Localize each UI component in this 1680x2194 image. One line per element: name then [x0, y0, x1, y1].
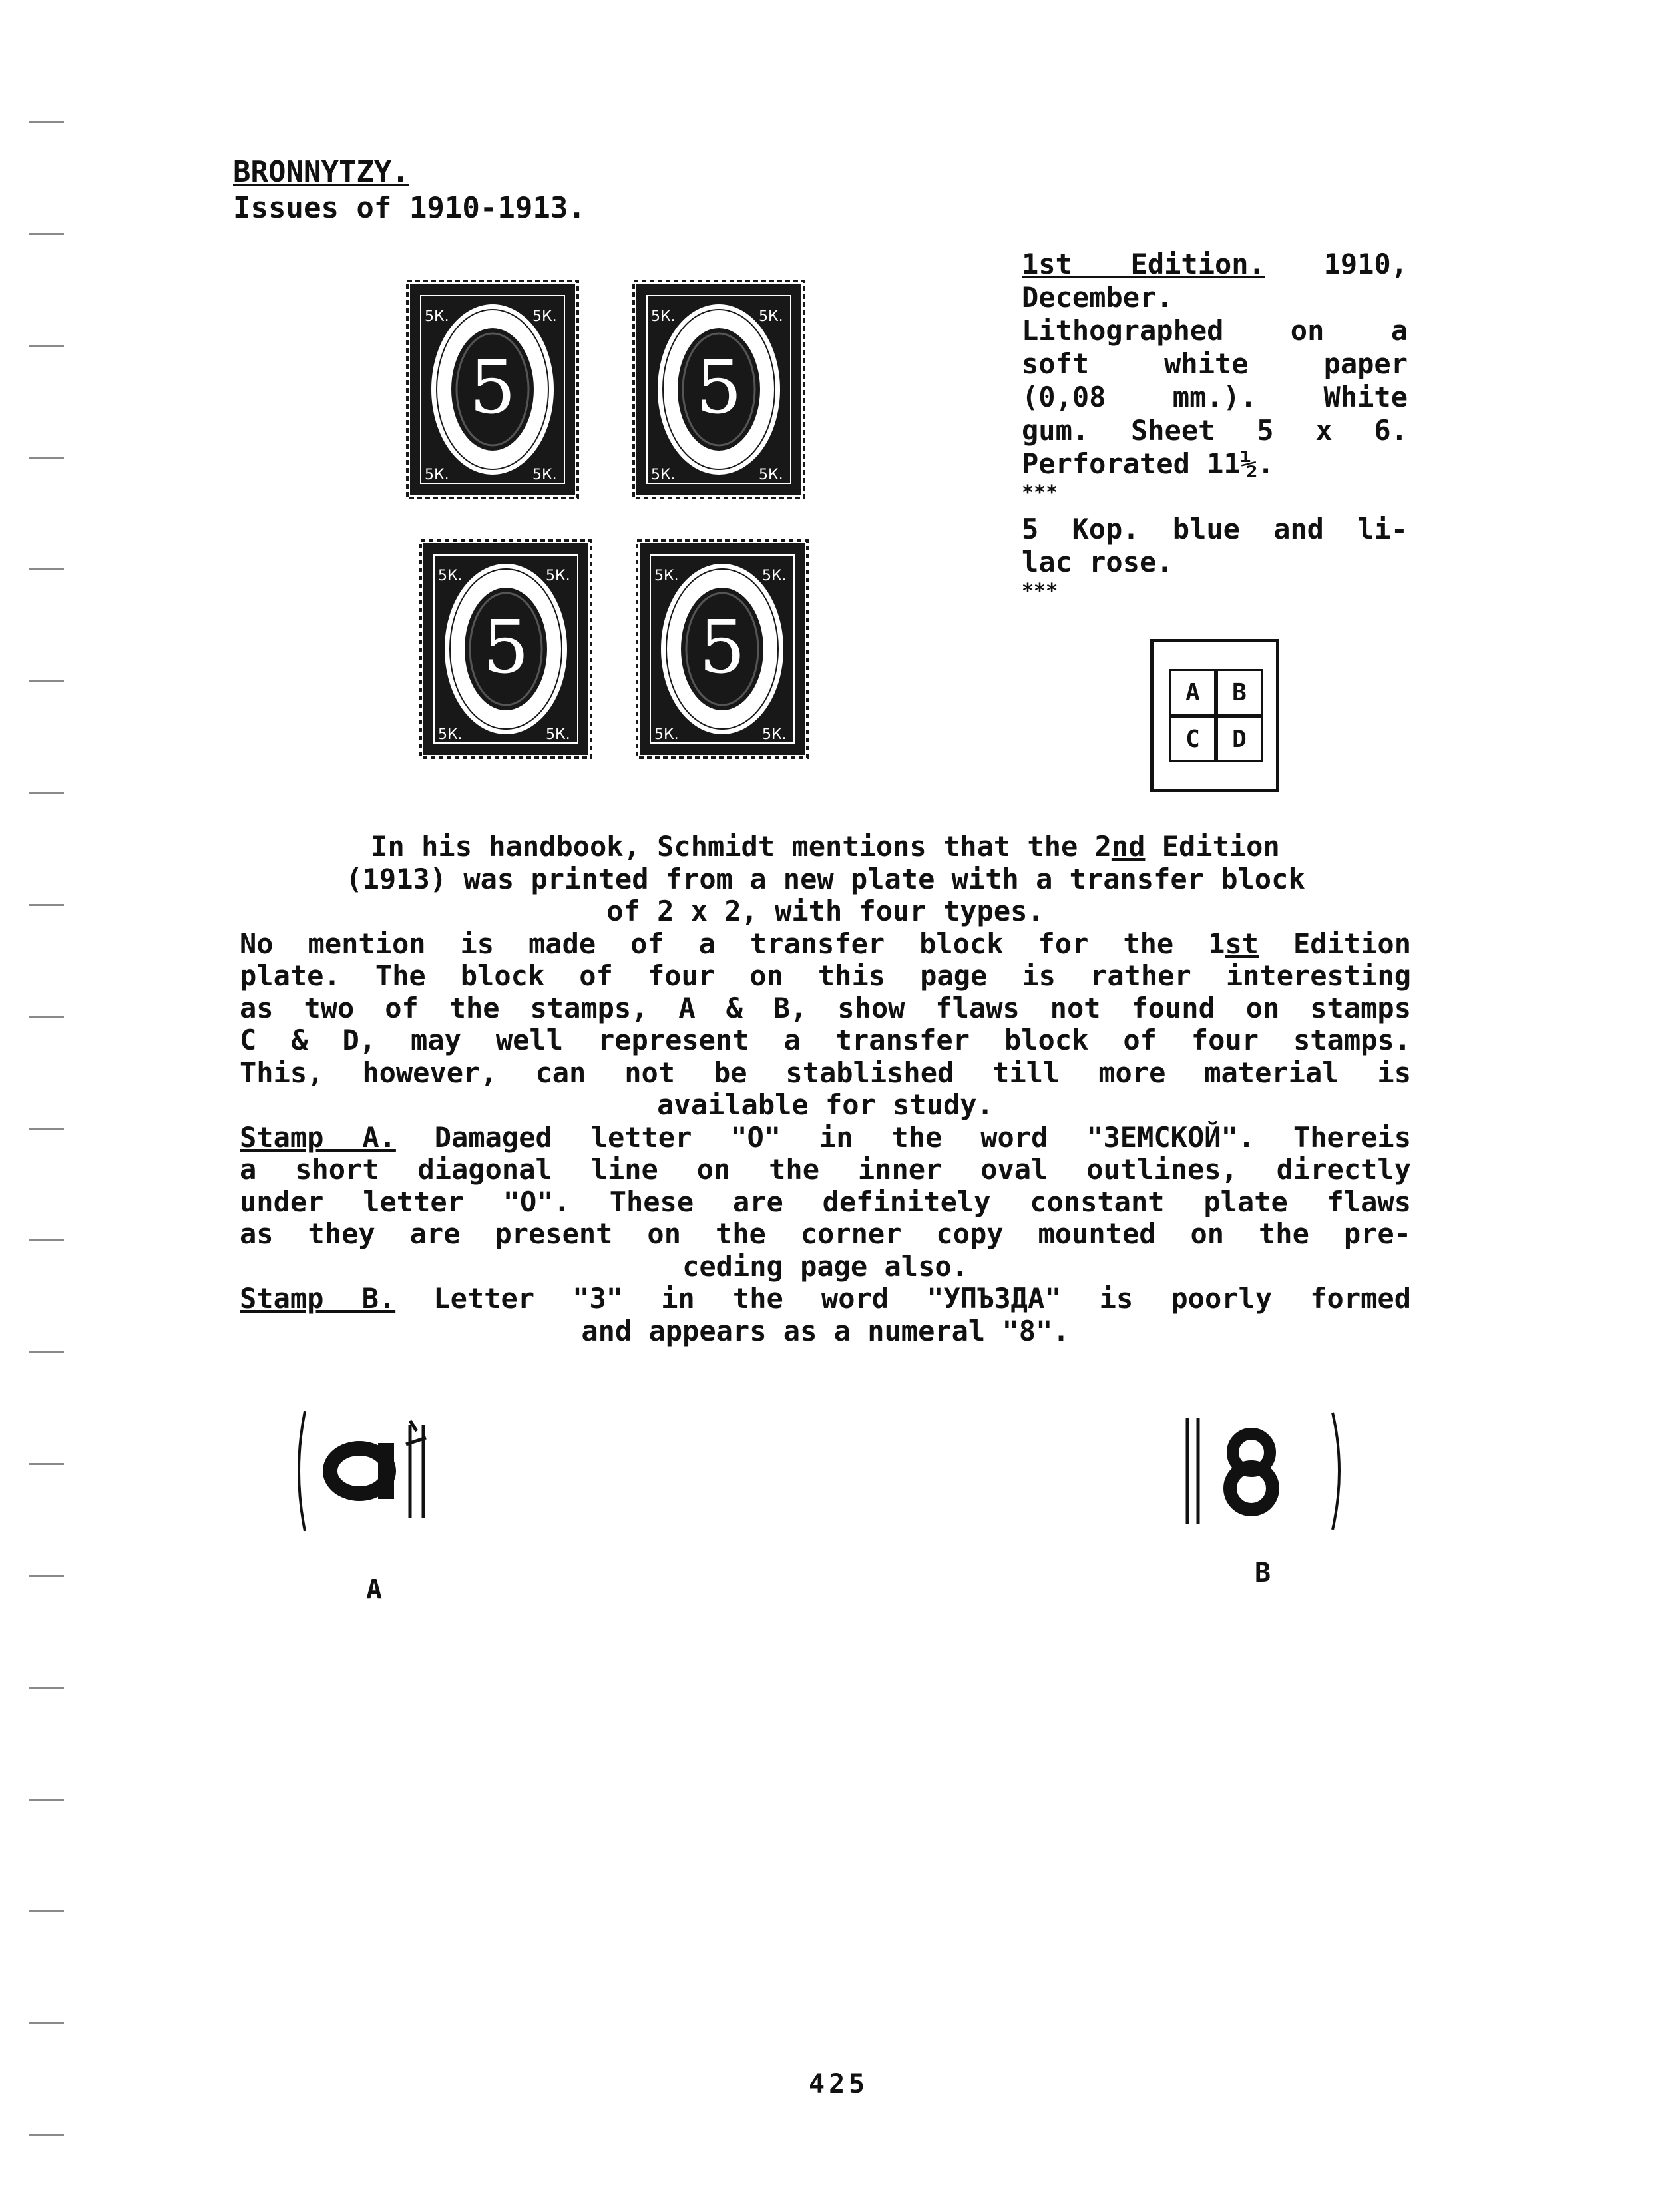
- stamp-b-note: Stamp B. Letter "3" in the word "УПЪЗДА" is poorly formed: [240, 1282, 1411, 1315]
- binder-mark: [29, 457, 64, 459]
- binder-mark: [29, 233, 64, 235]
- binder-mark: [29, 568, 64, 570]
- binder-mark: [29, 1239, 64, 1241]
- page-subtitle: Issues of 1910-1913.: [233, 191, 586, 225]
- text-line: under letter "O". These are definitely constant plate flaws: [240, 1185, 1411, 1218]
- stamp-b-label: Stamp B.: [240, 1282, 396, 1315]
- svg-text:5К.: 5К.: [759, 467, 783, 483]
- text-line: as they are present on the corner copy mounted on the pre-: [240, 1217, 1411, 1250]
- diagram-cell-b: B: [1216, 669, 1263, 716]
- separator: ***: [1022, 580, 1058, 603]
- svg-text:5К.: 5К.: [438, 726, 463, 743]
- text-line: as two of the stamps, A & B, show flaws not found on stamps: [240, 991, 1411, 1024]
- binder-mark: [29, 792, 64, 794]
- text-line: (1913) was printed from a new plate with a transfer block: [345, 862, 1305, 895]
- svg-text:5К.: 5К.: [762, 726, 787, 743]
- svg-text:5К.: 5К.: [546, 568, 570, 584]
- stamp-denomination: 5: [483, 604, 529, 690]
- svg-text:5К.: 5К.: [651, 467, 676, 483]
- binder-mark: [29, 121, 64, 123]
- svg-text:5К.: 5К.: [425, 467, 449, 483]
- stamp-a-label: Stamp A.: [240, 1120, 396, 1154]
- stamp-a: [406, 280, 579, 499]
- stamp-c: [419, 539, 592, 759]
- binder-mark: [29, 1351, 64, 1353]
- svg-text:5К.: 5К.: [654, 568, 679, 584]
- binder-mark: [29, 345, 64, 347]
- svg-text:5К.: 5К.: [532, 308, 557, 325]
- text-line: ceding page also.: [682, 1249, 968, 1283]
- stamp-b: [632, 280, 805, 499]
- svg-text:5К.: 5К.: [762, 568, 787, 584]
- stamp-denomination: 5: [696, 345, 742, 430]
- edition-heading: 1st Edition. 1910,: [1022, 248, 1408, 280]
- binder-mark: [29, 1910, 64, 1912]
- text-line: of 2 x 2, with four types.: [606, 895, 1044, 927]
- binder-mark: [29, 680, 64, 682]
- stamp-d: [636, 539, 809, 759]
- svg-text:5К.: 5К.: [546, 726, 570, 743]
- text-line: C & D, may well represent a transfer block of four stamps.: [240, 1024, 1411, 1056]
- text-line: available for study.: [657, 1088, 994, 1121]
- flaw-detail-b-label: B: [1255, 1558, 1271, 1588]
- text-line: In his handbook, Schmidt mentions that the 2nd Edition: [371, 830, 1280, 863]
- flaw-detail-b: [1178, 1405, 1351, 1540]
- binder-mark: [29, 2134, 64, 2136]
- binder-mark: [29, 904, 64, 906]
- diagram-cell-d: D: [1216, 716, 1263, 762]
- text-line: plate. The block of four on this page is rather interesting: [240, 959, 1411, 992]
- binder-mark: [29, 1128, 64, 1130]
- svg-text:5К.: 5К.: [438, 568, 463, 584]
- binder-mark: [29, 1799, 64, 1801]
- binder-mark: [29, 1687, 64, 1689]
- text-line: This, however, can not be stablished till more material is: [240, 1056, 1411, 1089]
- stamp-denomination: 5: [699, 604, 745, 690]
- stamp-denomination: 5: [469, 345, 516, 430]
- edition-description: 1st Edition. 1910, December. Lithographed on a soft white paper (0,08 mm.). White gum. Sheet 5 x 6. Perforated 11½. *** 5 Kop. blue and li- lac rose. ***: [1022, 248, 1408, 603]
- binder-mark: [29, 2022, 64, 2024]
- text-line: and appears as a numeral "8".: [581, 1314, 1070, 1347]
- svg-text:5К.: 5К.: [425, 308, 449, 325]
- svg-text:5К.: 5К.: [654, 726, 679, 743]
- diagram-cell-a: A: [1169, 669, 1216, 716]
- body-text: [240, 831, 1411, 1347]
- value-line: 5 Kop. blue and li-: [1022, 513, 1408, 545]
- separator: ***: [1022, 481, 1058, 505]
- page-title: BRONNYTZY.: [233, 155, 409, 189]
- page-number: 425: [809, 2069, 869, 2099]
- value-line: lac rose.: [1022, 546, 1173, 578]
- block-position-diagram: [1150, 639, 1279, 792]
- stamp-block: [406, 253, 819, 799]
- binder-mark: [29, 1016, 64, 1018]
- diagram-cell-c: C: [1169, 716, 1216, 762]
- svg-text:5К.: 5К.: [532, 467, 557, 483]
- svg-text:5К.: 5К.: [651, 308, 676, 325]
- flaw-detail-a: [293, 1405, 466, 1540]
- svg-text:5К.: 5К.: [759, 308, 783, 325]
- binder-mark: [29, 1575, 64, 1577]
- flaw-detail-a-label: A: [366, 1574, 383, 1605]
- text-line: a short diagonal line on the inner oval outlines, directly: [240, 1153, 1411, 1186]
- edition-label: 1st Edition.: [1022, 248, 1265, 280]
- page-header: [233, 154, 586, 226]
- stamp-a-note: Stamp A. Damaged letter "O" in the word "ЗЕМСКОЙ". Thereis: [240, 1120, 1411, 1154]
- text-line: No mention is made of a transfer block for the 1st Edition: [240, 927, 1411, 960]
- binder-mark: [29, 1463, 64, 1465]
